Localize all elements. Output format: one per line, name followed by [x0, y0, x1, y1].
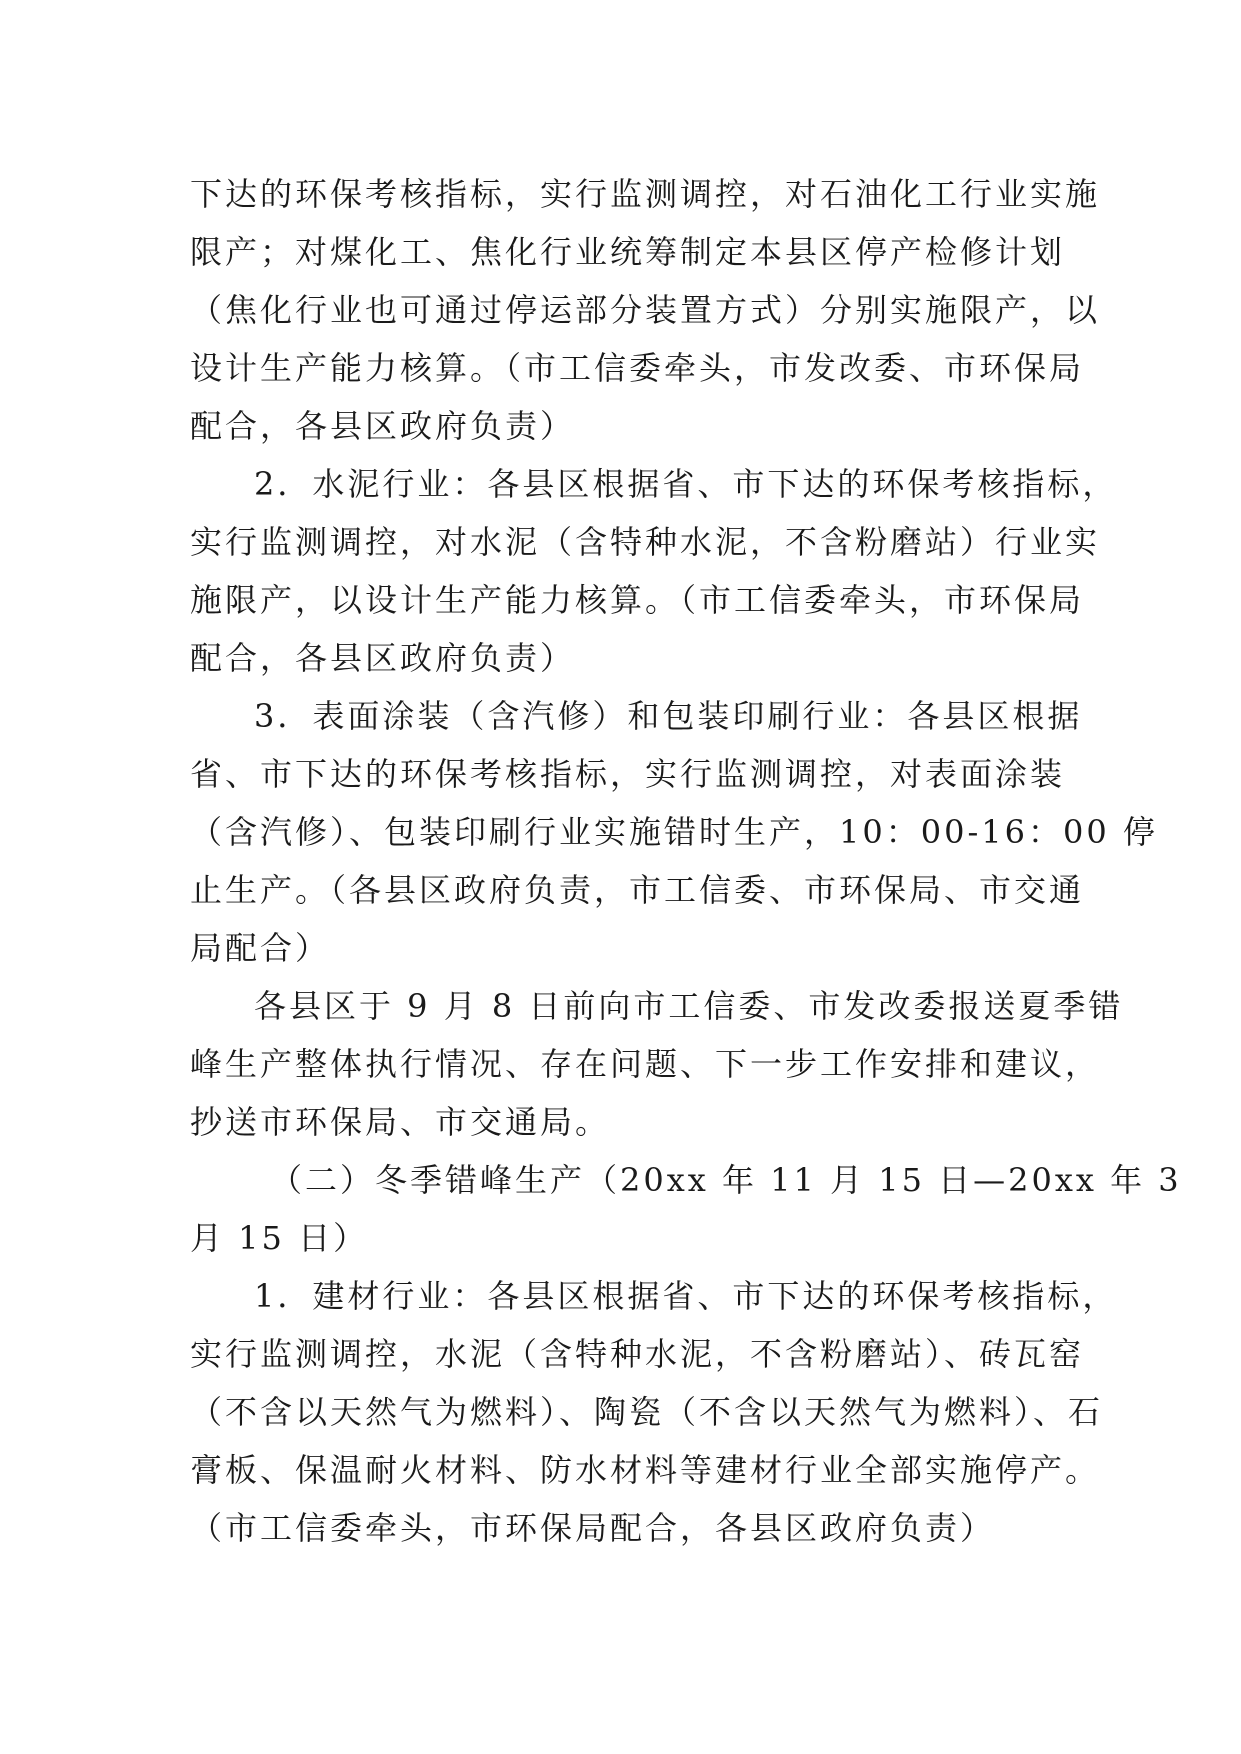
text-line: 局配合） [190, 929, 331, 967]
text-line: （含汽修）、包装印刷行业实施错时生产，10：00-16：00 停 [190, 813, 1158, 851]
text-line: 1．建材行业：各县区根据省、市下达的环保考核指标， [254, 1277, 1118, 1315]
text-line: 3．表面涂装（含汽修）和包装印刷行业：各县区根据 [254, 697, 1083, 735]
text-line: 峰生产整体执行情况、存在问题、下一步工作安排和建议， [190, 1045, 1101, 1083]
paragraph-1 [190, 165, 1101, 455]
paragraph-2-cement [190, 455, 1118, 687]
text-line: 实行监测调控，对水泥（含特种水泥，不含粉磨站）行业实 [190, 523, 1101, 561]
paragraph-5-building-materials [190, 1267, 1118, 1557]
text-line: 实行监测调控，水泥（含特种水泥，不含粉磨站）、砖瓦窑 [190, 1335, 1085, 1373]
paragraph-4-report [190, 977, 1124, 1151]
paragraph-3-coating-printing [190, 687, 1158, 977]
text-line: 配合，各县区政府负责） [190, 639, 576, 677]
text-line: 膏板、保温耐火材料、防水材料等建材行业全部实施停产。 [190, 1451, 1101, 1489]
text-line: （市工信委牵头，市环保局配合，各县区政府负责） [190, 1509, 996, 1547]
text-line: 2．水泥行业：各县区根据省、市下达的环保考核指标， [254, 465, 1118, 503]
text-line: 抄送市环保局、市交通局。 [190, 1103, 611, 1141]
text-line: 下达的环保考核指标，实行监测调控，对石油化工行业实施 [190, 175, 1101, 213]
text-line: 各县区于 9 月 8 日前向市工信委、市发改委报送夏季错 [254, 987, 1124, 1025]
text-line: 限产；对煤化工、焦化行业统筹制定本县区停产检修计划 [190, 233, 1066, 271]
text-line: 止生产。（各县区政府负责，市工信委、市环保局、市交通 [190, 871, 1085, 909]
text-line: （不含以天然气为燃料）、陶瓷（不含以天然气为燃料）、石 [190, 1393, 1104, 1431]
text-line: 配合，各县区政府负责） [190, 407, 576, 445]
section-heading-winter [190, 1151, 1182, 1267]
document-body [190, 165, 1182, 1557]
text-line: （焦化行业也可通过停运部分装置方式）分别实施限产，以 [190, 291, 1101, 329]
text-line: 施限产，以设计生产能力核算。（市工信委牵头，市环保局 [190, 581, 1085, 619]
text-line: 省、市下达的环保考核指标，实行监测调控，对表面涂装 [190, 755, 1066, 793]
text-line: 设计生产能力核算。（市工信委牵头，市发改委、市环保局 [190, 349, 1085, 387]
heading-line: （二）冬季错峰生产（20xx 年 11 月 15 日—20xx 年 3 [270, 1161, 1182, 1199]
heading-line: 月 15 日） [190, 1219, 369, 1257]
